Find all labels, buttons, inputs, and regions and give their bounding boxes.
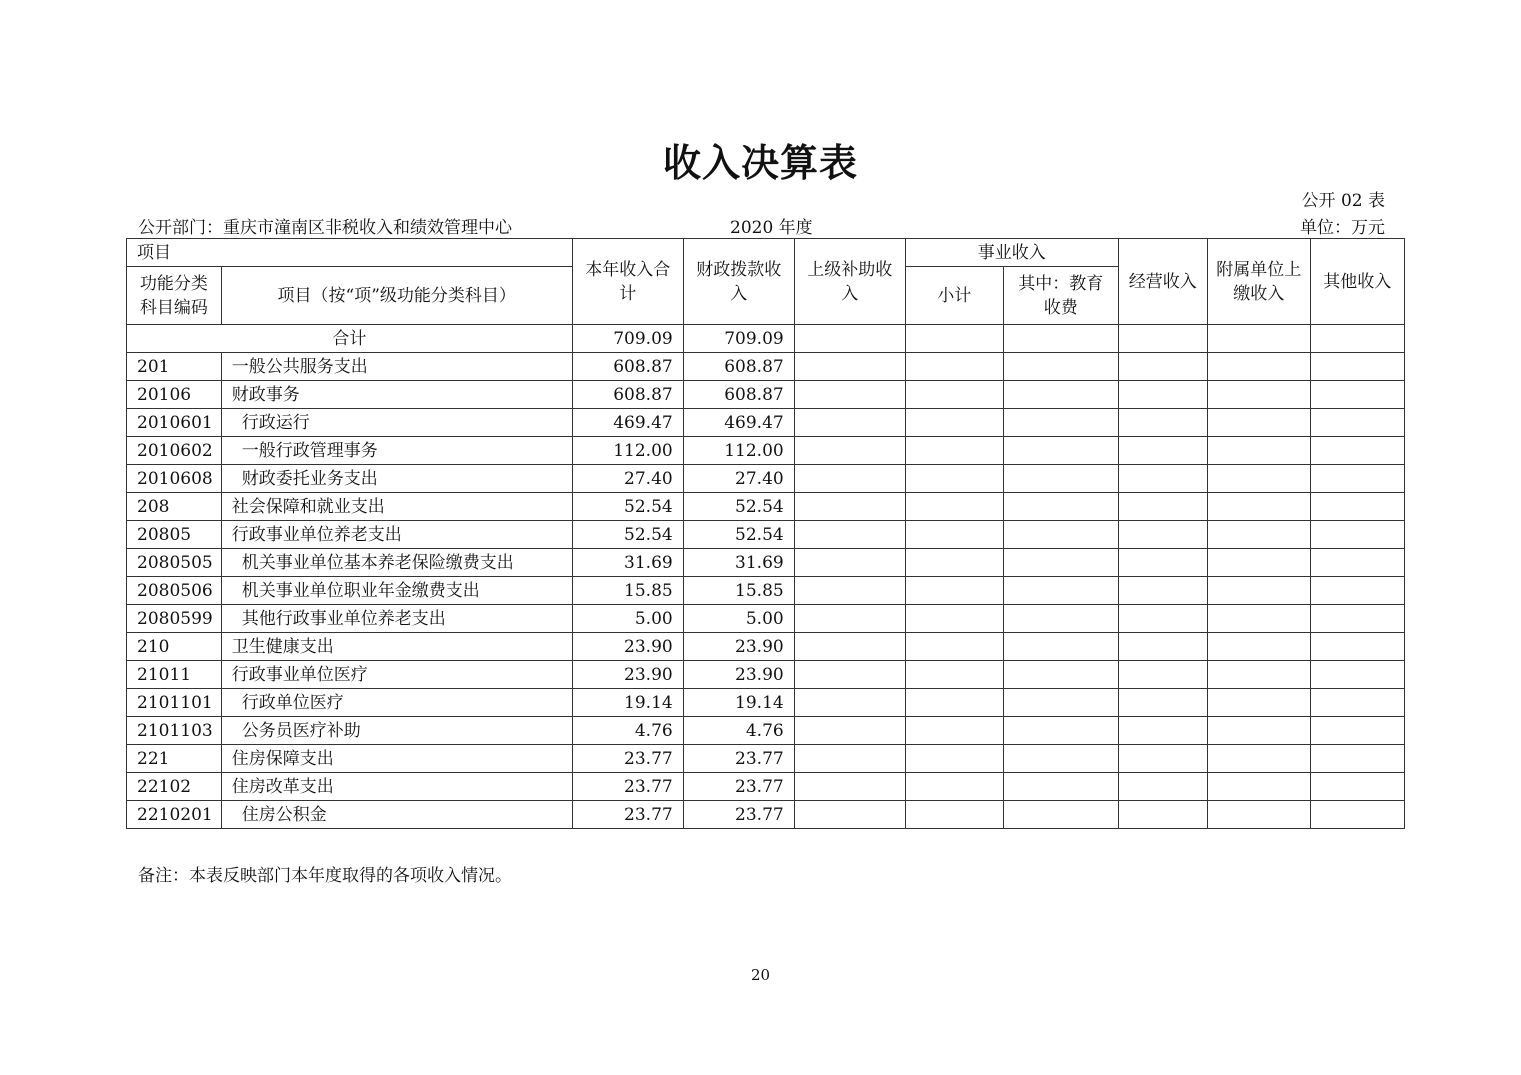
empty-cell [1310, 493, 1404, 521]
page-number: 20 [750, 966, 771, 984]
empty-cell [1310, 521, 1404, 549]
empty-cell [1003, 605, 1118, 633]
header-edu-fee: 其中：教育收费 [1003, 267, 1118, 325]
func-code-cell: 2010602 [127, 437, 222, 465]
empty-cell [794, 745, 905, 773]
empty-cell [1118, 437, 1207, 465]
empty-cell [1003, 745, 1118, 773]
table-row [127, 633, 1405, 661]
item-name-cell [221, 661, 572, 689]
empty-cell [1207, 773, 1310, 801]
total-fiscal-value: 709.09 [683, 325, 794, 353]
empty-cell [1118, 633, 1207, 661]
empty-cell [1003, 381, 1118, 409]
func-code-cell: 201 [127, 353, 222, 381]
empty-cell [1118, 605, 1207, 633]
total-income-cell: 23.90 [572, 633, 683, 661]
total-income-value: 709.09 [572, 325, 683, 353]
empty-cell [1118, 577, 1207, 605]
empty-cell [1207, 381, 1310, 409]
empty-cell [1118, 689, 1207, 717]
empty-cell [1310, 633, 1404, 661]
total-income-cell: 608.87 [572, 353, 683, 381]
fiscal-income-cell: 608.87 [683, 353, 794, 381]
empty-cell [1003, 325, 1118, 353]
empty-cell [1207, 549, 1310, 577]
empty-cell [1118, 549, 1207, 577]
empty-cell [905, 717, 1003, 745]
empty-cell [1207, 409, 1310, 437]
table-row [127, 493, 1405, 521]
empty-cell [794, 633, 905, 661]
table-row [127, 437, 1405, 465]
table-row [127, 717, 1405, 745]
empty-cell [1118, 353, 1207, 381]
empty-cell [1310, 577, 1404, 605]
item-name-cell [221, 549, 572, 577]
header-superior: 上级补助收入 [794, 239, 905, 325]
empty-cell [1207, 521, 1310, 549]
header-business: 事业收入 [905, 239, 1118, 267]
empty-cell [1310, 717, 1404, 745]
item-name-text: 住房公积金 [241, 804, 327, 825]
fiscal-income-cell: 5.00 [683, 605, 794, 633]
empty-cell [1118, 325, 1207, 353]
header-subtotal: 小计 [905, 267, 1003, 325]
empty-cell [1207, 605, 1310, 633]
header-operating: 经营收入 [1118, 239, 1207, 325]
item-name-cell [221, 717, 572, 745]
table-row [127, 465, 1405, 493]
total-income-cell: 5.00 [572, 605, 683, 633]
income-table [126, 238, 1405, 829]
fiscal-income-cell: 27.40 [683, 465, 794, 493]
empty-cell [1207, 577, 1310, 605]
item-name-cell [221, 633, 572, 661]
item-name-text: 财政事务 [231, 384, 300, 405]
table-row [127, 381, 1405, 409]
total-income-cell: 52.54 [572, 493, 683, 521]
empty-cell [794, 465, 905, 493]
item-name-cell [221, 521, 572, 549]
empty-cell [1003, 689, 1118, 717]
empty-cell [1003, 353, 1118, 381]
empty-cell [1003, 633, 1118, 661]
item-name-cell [221, 437, 572, 465]
empty-cell [1207, 801, 1310, 829]
item-name-text: 行政事业单位医疗 [231, 664, 368, 685]
fiscal-income-cell: 31.69 [683, 549, 794, 577]
total-income-cell: 15.85 [572, 577, 683, 605]
empty-cell [1207, 745, 1310, 773]
header-affiliate: 附属单位上缴收入 [1207, 239, 1310, 325]
header-total-income: 本年收入合计 [572, 239, 683, 325]
empty-cell [1207, 353, 1310, 381]
header-func-code: 功能分类科目编码 [127, 267, 222, 325]
empty-cell [794, 605, 905, 633]
item-name-cell [221, 577, 572, 605]
func-code-cell: 20805 [127, 521, 222, 549]
empty-cell [1310, 465, 1404, 493]
table-row [127, 409, 1405, 437]
table-row [127, 745, 1405, 773]
item-name-text: 社会保障和就业支出 [231, 496, 385, 517]
table-row [127, 773, 1405, 801]
item-name-text: 一般行政管理事务 [241, 440, 378, 461]
fiscal-year: 2020 年度 [730, 218, 813, 238]
empty-cell [1310, 661, 1404, 689]
empty-cell [1207, 465, 1310, 493]
header-fiscal: 财政拨款收入 [683, 239, 794, 325]
item-name-cell [221, 493, 572, 521]
empty-cell [1310, 325, 1404, 353]
empty-cell [1003, 717, 1118, 745]
table-row [127, 605, 1405, 633]
header-item: 项目 [127, 239, 573, 267]
func-code-cell: 210 [127, 633, 222, 661]
total-income-cell: 31.69 [572, 549, 683, 577]
empty-cell [905, 605, 1003, 633]
item-name-text: 住房保障支出 [231, 748, 334, 769]
empty-cell [1118, 381, 1207, 409]
empty-cell [794, 689, 905, 717]
empty-cell [1003, 773, 1118, 801]
footnote: 备注：本表反映部门本年度取得的各项收入情况。 [138, 866, 512, 886]
empty-cell [905, 549, 1003, 577]
empty-cell [1207, 661, 1310, 689]
empty-cell [794, 381, 905, 409]
func-code-cell: 2010601 [127, 409, 222, 437]
total-income-cell: 23.77 [572, 745, 683, 773]
item-name-cell [221, 773, 572, 801]
empty-cell [1310, 549, 1404, 577]
empty-cell [905, 325, 1003, 353]
empty-cell [1207, 689, 1310, 717]
item-name-text: 一般公共服务支出 [231, 356, 368, 377]
empty-cell [1310, 437, 1404, 465]
empty-cell [1003, 437, 1118, 465]
table-row [127, 521, 1405, 549]
total-row [127, 325, 1405, 353]
empty-cell [1207, 493, 1310, 521]
fiscal-income-cell: 608.87 [683, 381, 794, 409]
table-row [127, 801, 1405, 829]
empty-cell [1310, 689, 1404, 717]
empty-cell [905, 577, 1003, 605]
empty-cell [905, 381, 1003, 409]
empty-cell [1003, 493, 1118, 521]
func-code-cell: 2010608 [127, 465, 222, 493]
empty-cell [1003, 549, 1118, 577]
empty-cell [1003, 521, 1118, 549]
total-income-cell: 4.76 [572, 717, 683, 745]
empty-cell [1310, 353, 1404, 381]
total-income-cell: 608.87 [572, 381, 683, 409]
table-body [127, 239, 1405, 829]
total-label: 合计 [127, 325, 573, 353]
item-name-cell [221, 689, 572, 717]
func-code-cell: 2080599 [127, 605, 222, 633]
total-income-cell: 52.54 [572, 521, 683, 549]
func-code-cell: 21011 [127, 661, 222, 689]
fiscal-income-cell: 23.77 [683, 745, 794, 773]
form-number: 公开 02 表 [1301, 191, 1385, 211]
empty-cell [905, 521, 1003, 549]
table-row [127, 689, 1405, 717]
table-row [127, 577, 1405, 605]
empty-cell [905, 773, 1003, 801]
total-income-cell: 112.00 [572, 437, 683, 465]
item-name-cell [221, 381, 572, 409]
fiscal-income-cell: 23.90 [683, 661, 794, 689]
fiscal-income-cell: 15.85 [683, 577, 794, 605]
empty-cell [794, 493, 905, 521]
empty-cell [794, 801, 905, 829]
fiscal-income-cell: 52.54 [683, 493, 794, 521]
empty-cell [905, 633, 1003, 661]
empty-cell [1310, 773, 1404, 801]
fiscal-income-cell: 469.47 [683, 409, 794, 437]
empty-cell [1207, 437, 1310, 465]
empty-cell [1118, 801, 1207, 829]
page-title: 收入决算表 [662, 141, 858, 185]
empty-cell [794, 437, 905, 465]
item-name-cell [221, 801, 572, 829]
item-name-text: 行政事业单位养老支出 [231, 524, 402, 545]
empty-cell [1207, 325, 1310, 353]
item-name-text: 机关事业单位职业年金缴费支出 [241, 580, 480, 601]
empty-cell [794, 521, 905, 549]
empty-cell [905, 661, 1003, 689]
header-other: 其他收入 [1310, 239, 1404, 325]
fiscal-income-cell: 52.54 [683, 521, 794, 549]
empty-cell [1118, 493, 1207, 521]
item-name-text: 其他行政事业单位养老支出 [241, 608, 446, 629]
item-name-text: 行政运行 [241, 412, 310, 433]
fiscal-income-cell: 23.90 [683, 633, 794, 661]
item-name-text: 公务员医疗补助 [241, 720, 361, 741]
empty-cell [794, 577, 905, 605]
fiscal-income-cell: 19.14 [683, 689, 794, 717]
empty-cell [1310, 409, 1404, 437]
fiscal-income-cell: 112.00 [683, 437, 794, 465]
table-row [127, 549, 1405, 577]
empty-cell [905, 437, 1003, 465]
empty-cell [794, 409, 905, 437]
total-income-cell: 19.14 [572, 689, 683, 717]
total-income-cell: 23.77 [572, 773, 683, 801]
empty-cell [1003, 577, 1118, 605]
item-name-text: 住房改革支出 [231, 776, 334, 797]
func-code-cell: 2101103 [127, 717, 222, 745]
fiscal-income-cell: 23.77 [683, 801, 794, 829]
empty-cell [1310, 605, 1404, 633]
empty-cell [1310, 745, 1404, 773]
empty-cell [905, 689, 1003, 717]
total-income-cell: 27.40 [572, 465, 683, 493]
item-name-text: 财政委托业务支出 [241, 468, 378, 489]
empty-cell [1118, 773, 1207, 801]
func-code-cell: 2080506 [127, 577, 222, 605]
func-code-cell: 20106 [127, 381, 222, 409]
empty-cell [905, 409, 1003, 437]
empty-cell [1003, 465, 1118, 493]
empty-cell [905, 493, 1003, 521]
empty-cell [1118, 661, 1207, 689]
empty-cell [794, 773, 905, 801]
empty-cell [1310, 381, 1404, 409]
empty-cell [1118, 521, 1207, 549]
empty-cell [794, 353, 905, 381]
item-name-cell [221, 465, 572, 493]
empty-cell [794, 661, 905, 689]
func-code-cell: 221 [127, 745, 222, 773]
func-code-cell: 2210201 [127, 801, 222, 829]
fiscal-income-cell: 4.76 [683, 717, 794, 745]
func-code-cell: 208 [127, 493, 222, 521]
unit-label: 单位：万元 [1300, 218, 1385, 238]
empty-cell [1003, 661, 1118, 689]
item-name-cell [221, 745, 572, 773]
total-income-cell: 23.90 [572, 661, 683, 689]
empty-cell [1118, 745, 1207, 773]
empty-cell [794, 717, 905, 745]
empty-cell [1118, 717, 1207, 745]
func-code-cell: 2080505 [127, 549, 222, 577]
empty-cell [1207, 717, 1310, 745]
empty-cell [1003, 409, 1118, 437]
table-row [127, 661, 1405, 689]
item-name-cell [221, 605, 572, 633]
item-name-text: 行政单位医疗 [241, 692, 344, 713]
header-row-1 [127, 239, 1405, 267]
empty-cell [1310, 801, 1404, 829]
empty-cell [905, 465, 1003, 493]
empty-cell [1118, 465, 1207, 493]
fiscal-income-cell: 23.77 [683, 773, 794, 801]
department-label: 公开部门：重庆市潼南区非税收入和绩效管理中心 [138, 218, 512, 238]
empty-cell [905, 353, 1003, 381]
header-item-name: 项目（按“项”级功能分类科目） [221, 267, 572, 325]
empty-cell [794, 325, 905, 353]
item-name-cell [221, 353, 572, 381]
empty-cell [1003, 801, 1118, 829]
empty-cell [794, 549, 905, 577]
func-code-cell: 2101101 [127, 689, 222, 717]
empty-cell [1207, 633, 1310, 661]
func-code-cell: 22102 [127, 773, 222, 801]
item-name-text: 卫生健康支出 [231, 636, 334, 657]
table-row [127, 353, 1405, 381]
total-income-cell: 469.47 [572, 409, 683, 437]
empty-cell [1118, 409, 1207, 437]
item-name-text: 机关事业单位基本养老保险缴费支出 [241, 552, 514, 573]
empty-cell [905, 745, 1003, 773]
empty-cell [905, 801, 1003, 829]
item-name-cell [221, 409, 572, 437]
total-income-cell: 23.77 [572, 801, 683, 829]
